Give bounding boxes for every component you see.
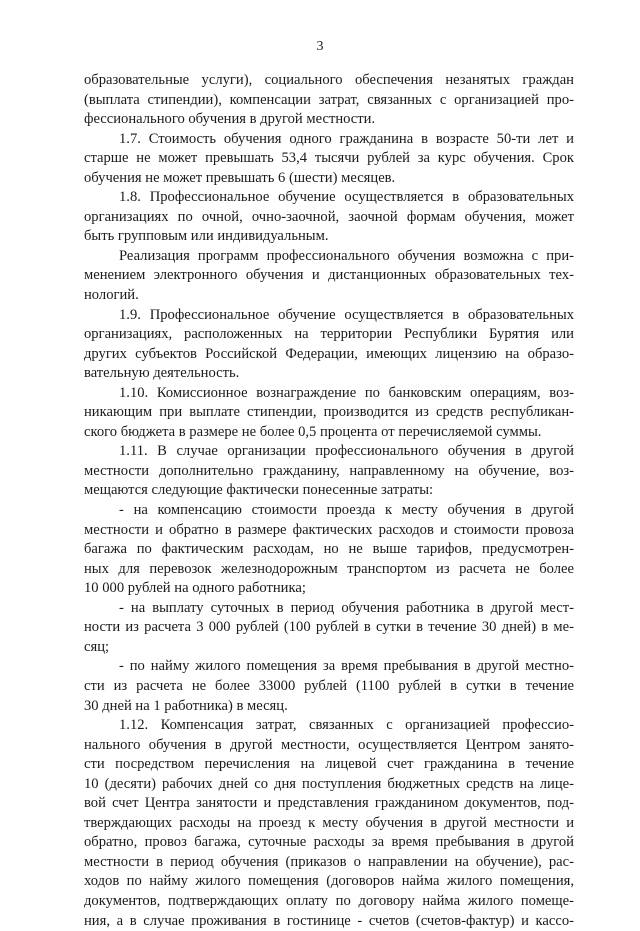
text-line: 10 000 рублей на одного работника;	[84, 580, 306, 597]
text-line: местности дополнительно гражданину, направленному на обучение, воз-	[84, 462, 574, 479]
text-line: нального обучения в другой местности, осуществляется Центром занято-	[84, 736, 574, 753]
text-line: фессионального обучения в другой местности.	[84, 111, 376, 128]
text-line: 1.11. В случае организации профессионального обучения в другой	[119, 443, 574, 460]
text-line: - по найму жилого помещения за время пребывания в другой местно-	[119, 658, 574, 675]
text-line: ности из расчета 3 000 рублей (100 рублей в сутки в течение 30 дней) в ме-	[84, 619, 574, 636]
text-line: 30 дней на 1 работника) в месяц.	[84, 697, 288, 714]
text-line: - на выплату суточных в период обучения работника в другой мест-	[119, 599, 574, 616]
text-line: 1.8. Профессиональное обучение осуществляется в образовательных	[119, 189, 574, 206]
text-line: тверждающих расходы на проезд к месту обучения в другой местности и	[84, 814, 574, 831]
text-line: 1.12. Компенсация затрат, связанных с организацией профессио-	[119, 717, 574, 734]
text-line: Реализация программ профессионального обучения возможна с при-	[119, 247, 574, 264]
text-line: обратно, провоз багажа, суточные расходы за время пребывания в другой	[84, 834, 574, 851]
text-line: 10 (десяти) рабочих дней со дня поступления бюджетных средств на лице-	[84, 775, 574, 792]
text-line: местности и обратно в размере фактических расходов и стоимости провоза	[84, 521, 574, 538]
text-line: вательную деятельность.	[84, 365, 240, 382]
text-line: быть групповым или индивидуальным.	[84, 228, 329, 245]
text-line: менением электронного обучения и дистанционных образовательных тех-	[84, 267, 574, 284]
text-line: нологий.	[84, 287, 139, 304]
text-line: - на компенсацию стоимости проезда к месту обучения в другой	[119, 502, 574, 519]
text-line: ния, а в случае проживания в гостинице - счетов (счетов-фактур) и кассо-	[84, 912, 574, 929]
text-line: организациях, расположенных на территории Республики Бурятия или	[84, 326, 574, 343]
text-line: мещаются следующие фактически понесенные затраты:	[84, 482, 434, 499]
text-line: организациях по очной, очно-заочной, заочной формам обучения, может	[84, 208, 574, 225]
text-line: местности в период обучения (приказов о направлении на обучение), рас-	[84, 853, 574, 870]
text-line: никающим при выплате стипендии, производится из средств республикан-	[84, 404, 574, 421]
text-line: ского бюджета в размере не более 0,5 процента от перечисляемой суммы.	[84, 423, 542, 440]
text-line: 1.7. Стоимость обучения одного гражданина в возрасте 50-ти лет и	[119, 130, 574, 147]
text-line: ных для перевозок железнодорожным транспортом из расчета не более	[84, 560, 574, 577]
text-line: сяц;	[84, 638, 110, 655]
page-number: 3	[316, 39, 324, 54]
document-body-text	[84, 71, 574, 931]
text-line: обучения не может превышать 6 (шести) месяцев.	[84, 169, 396, 186]
text-line: вой счет Центра занятости и представления гражданином документов, под-	[84, 795, 574, 812]
text-line: образовательные услуги), социального обеспечения незанятых граждан	[84, 72, 574, 88]
text-line: других субъектов Российской Федерации, имеющих лицензию на образо-	[84, 345, 574, 362]
text-line: (выплата стипендии), компенсации затрат, связанных с организацией про-	[84, 91, 574, 108]
text-line: 1.9. Профессиональное обучение осуществляется в образовательных	[119, 306, 574, 323]
text-line: ходов по найму жилого помещения (договоров найма жилого помещения,	[84, 873, 574, 890]
text-line: багажа по фактическим расходам, но не выше тарифов, предусмотрен-	[84, 541, 574, 558]
text-line: документов, подтверждающих оплату по договору найма жилого помеще-	[84, 892, 574, 909]
text-line: старше не может превышать 53,4 тысячи рублей за курс обучения. Срок	[84, 150, 574, 167]
text-line: сти из расчета не более 33000 рублей (1100 рублей в сутки в течение	[84, 677, 574, 694]
text-line: 1.10. Комиссионное вознаграждение по банковским операциям, воз-	[119, 384, 574, 401]
text-line: сти посредством перечисления на лицевой счет гражданина в течение	[84, 756, 574, 773]
